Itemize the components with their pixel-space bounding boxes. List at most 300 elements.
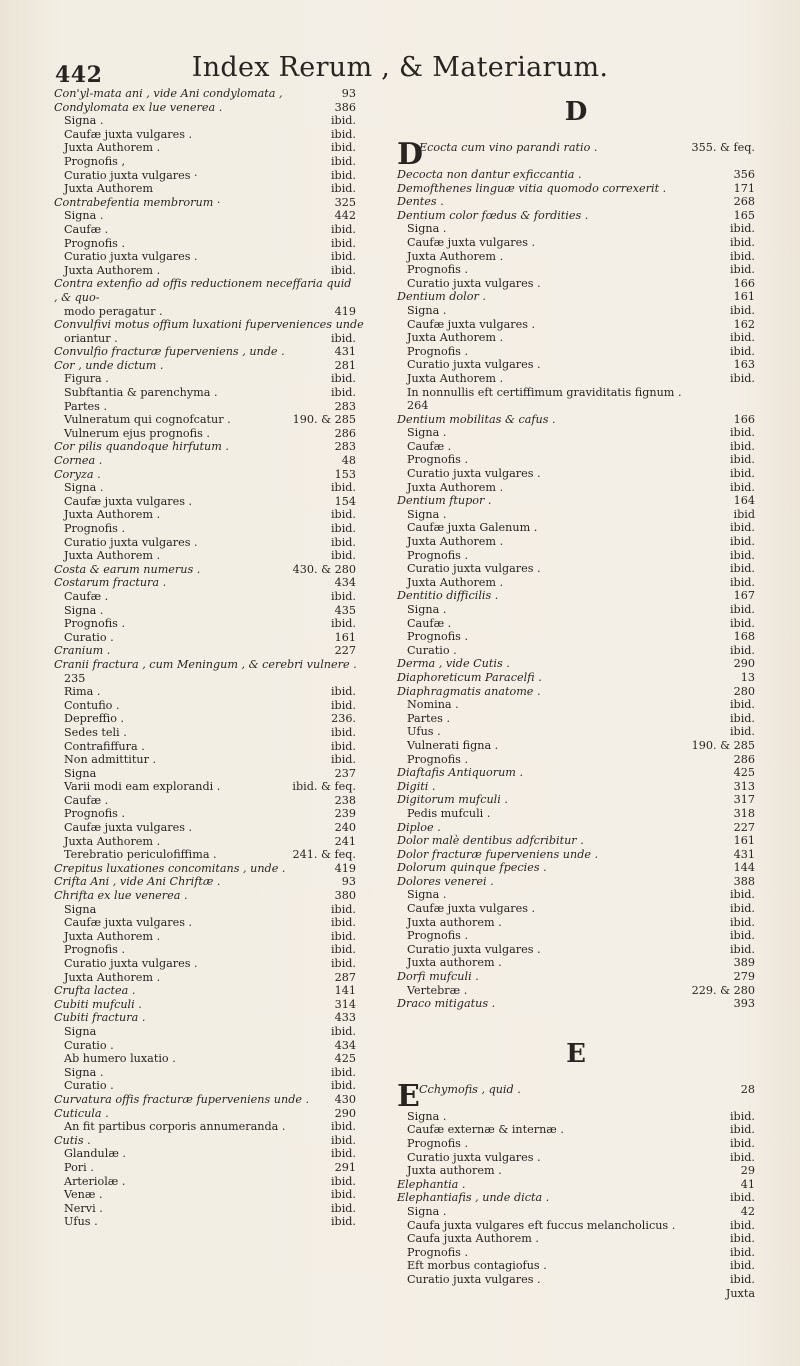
index-subterm: Signa .	[407, 426, 447, 440]
page-reference: 318	[733, 806, 755, 820]
index-entry	[54, 848, 356, 862]
page-reference: ibid.	[729, 1245, 755, 1259]
index-entry	[397, 521, 755, 535]
page-reference: ibid.	[729, 562, 755, 576]
index-entry	[397, 766, 755, 780]
index-entry	[54, 209, 356, 223]
page-reference: ibid.	[729, 575, 755, 589]
index-subterm: Prognofis .	[407, 752, 469, 766]
index-entry	[397, 1110, 755, 1124]
index-entry	[54, 1025, 356, 1039]
index-entry	[54, 699, 356, 713]
index-entry	[54, 1011, 356, 1025]
page-reference: ibid.	[729, 263, 755, 277]
index-entry	[54, 237, 356, 251]
index-subterm: Depreffio .	[64, 712, 125, 726]
page-reference: 166	[733, 412, 755, 426]
page-reference: 283	[334, 399, 356, 413]
index-subterm: Pedis mufculi .	[407, 806, 491, 820]
index-subterm: Juxta Authorem .	[64, 263, 161, 277]
index-entry	[54, 712, 356, 726]
index-entry	[54, 536, 356, 550]
index-subterm: Vertebræ .	[407, 983, 468, 997]
index-term: Condylomata ex lue venerea .	[54, 100, 223, 114]
page-reference: ibid.	[330, 508, 356, 522]
page-reference: ibid.	[729, 1218, 755, 1232]
index-subterm: Juxta authorem .	[407, 956, 502, 970]
index-entry	[54, 250, 356, 264]
index-entry	[397, 222, 755, 236]
index-entry	[54, 223, 356, 237]
page-reference: 430. & 280	[292, 562, 356, 576]
page-reference: ibid.	[330, 902, 356, 916]
page-reference: 163	[733, 358, 755, 372]
index-entry	[397, 250, 755, 264]
page-reference: 168	[733, 630, 755, 644]
index-entry	[54, 576, 356, 590]
index-subterm: Pori .	[64, 1160, 94, 1174]
page-reference: ibid.	[330, 753, 356, 767]
index-subterm: Juxta Authorem .	[64, 970, 161, 984]
index-entry	[54, 685, 356, 699]
index-entry	[397, 195, 755, 209]
section-letter-d: D	[564, 97, 588, 127]
index-term: Cornea .	[54, 454, 103, 468]
index-entry	[397, 182, 755, 196]
page-reference: ibid.	[729, 235, 755, 249]
index-entry	[397, 943, 755, 957]
index-entry	[397, 413, 755, 427]
index-entry	[397, 902, 755, 916]
page-reference: 161	[334, 630, 356, 644]
page-reference: 290	[334, 1106, 356, 1120]
index-entry	[54, 114, 356, 128]
index-term: Digitorum mufculi .	[397, 793, 508, 807]
index-subterm: Signa .	[407, 222, 447, 236]
index-term: Diaphoreticum Paracelfi .	[397, 670, 542, 684]
index-term: Decocta non dantur exficcantia .	[397, 168, 582, 181]
index-entry	[397, 1178, 755, 1192]
index-entry	[54, 807, 356, 821]
page-reference: 425	[733, 766, 755, 780]
index-subterm: Prognofis .	[407, 630, 469, 644]
page-reference: 268	[733, 195, 755, 209]
index-subterm: Prognofis .	[64, 522, 126, 535]
page-reference: ibid.	[729, 222, 755, 236]
index-entry	[397, 318, 755, 332]
page-reference: ibid.	[729, 453, 755, 467]
index-subterm: Juxta Authorem .	[64, 549, 161, 563]
page-reference: ibid.	[330, 114, 356, 128]
page-reference: ibid.	[330, 1024, 356, 1038]
index-entry	[54, 400, 356, 414]
index-entry	[54, 563, 356, 577]
index-subterm: Juxta authorem .	[407, 1164, 502, 1178]
index-entry	[397, 331, 755, 345]
index-entry	[397, 1151, 755, 1165]
index-subterm: Juxta Authorem .	[407, 535, 504, 549]
page-reference: ibid.	[330, 916, 356, 930]
page-reference: 238	[334, 793, 356, 807]
page-reference: ibid.	[729, 331, 755, 345]
index-subterm: Caufæ .	[407, 616, 452, 630]
index-entry	[54, 943, 356, 957]
index-term: Cubiti mufculi .	[54, 997, 142, 1011]
index-subterm: Signa	[64, 766, 97, 780]
index-entry	[397, 426, 755, 440]
index-subterm: Vulnerum ejus prognofis .	[64, 426, 210, 440]
index-subterm: Caufæ juxta vulgares .	[407, 902, 536, 916]
index-entry	[54, 1202, 356, 1216]
page-reference: 42	[740, 1204, 755, 1218]
index-entry	[54, 1161, 356, 1175]
d-entries	[397, 137, 755, 1011]
index-term: Diaftafis Antiquorum .	[397, 766, 524, 780]
index-entry	[397, 875, 755, 889]
index-entry	[54, 169, 356, 183]
index-entry	[397, 671, 755, 685]
index-term: Dorfi mufculi .	[397, 970, 479, 984]
index-entry	[54, 1039, 356, 1053]
page-reference: ibid.	[729, 1123, 755, 1137]
index-entry	[397, 386, 755, 400]
index-entry	[397, 290, 755, 304]
page-reference: 241. & feq.	[292, 848, 356, 862]
page-reference: 313	[733, 779, 755, 793]
index-subterm: Caufæ juxta vulgares .	[64, 916, 193, 930]
index-term: Cor pilis quandoque hirfutum .	[54, 440, 229, 454]
page-reference: ibid.	[729, 902, 755, 916]
page-reference: ibid.	[729, 915, 755, 929]
index-entry	[54, 1107, 356, 1121]
page-reference: 431	[334, 345, 356, 359]
page-reference: ibid.	[330, 127, 356, 141]
index-entry	[54, 1175, 356, 1189]
index-subterm: Caufæ juxta vulgares .	[64, 821, 193, 835]
index-term: Demofthenes linguæ vitia quomodo correxerit .	[397, 181, 667, 195]
page-reference: ibid.	[330, 1174, 356, 1188]
index-subterm: Curatio juxta vulgares .	[407, 358, 541, 372]
index-entry	[397, 372, 755, 386]
index-subterm: Vulnerati figna .	[407, 738, 499, 752]
index-subterm: Nomina .	[407, 698, 459, 712]
page-reference: ibid.	[729, 698, 755, 712]
index-entry	[54, 617, 356, 631]
index-entry	[54, 87, 356, 101]
index-entry	[54, 549, 356, 563]
index-entry	[54, 413, 356, 427]
index-entry	[54, 101, 356, 115]
index-entry	[54, 1093, 356, 1107]
index-subterm: Terebratio periculofiffima .	[64, 848, 217, 862]
index-entry	[54, 1188, 356, 1202]
index-entry	[397, 576, 755, 590]
index-term: Draco mitigatus .	[397, 997, 496, 1011]
index-subterm: 264	[407, 399, 429, 413]
index-subterm: 235	[64, 671, 86, 685]
page-reference: ibid.	[729, 480, 755, 494]
index-entry	[397, 1164, 755, 1178]
index-subterm: Figura .	[64, 372, 109, 386]
page-reference: ibid.	[330, 698, 356, 712]
index-entry	[397, 168, 755, 182]
index-subterm: Non admittitur .	[64, 753, 157, 767]
index-subterm: Caufæ juxta vulgares .	[407, 235, 536, 249]
index-subterm: Curatio juxta vulgares .	[407, 942, 541, 956]
page-reference: ibid.	[330, 929, 356, 943]
page-reference: ibid.	[330, 1188, 356, 1202]
index-subterm: Curatio juxta vulgares .	[407, 467, 541, 481]
index-entry	[54, 264, 356, 278]
index-entry	[54, 277, 356, 304]
page-reference: 325	[334, 195, 356, 209]
index-subterm: Partes .	[64, 399, 108, 413]
index-entry	[397, 739, 755, 753]
page-reference: 283	[334, 440, 356, 454]
index-term: Cubiti fractura .	[54, 1011, 146, 1025]
index-entry	[54, 658, 356, 672]
index-subterm: Juxta Authorem .	[64, 141, 161, 155]
page-reference: 356	[733, 168, 755, 181]
index-subterm: Juxta Authorem .	[64, 929, 161, 943]
index-entry	[54, 427, 356, 441]
index-entry	[54, 889, 356, 903]
index-entry	[397, 725, 755, 739]
index-subterm: Signa .	[407, 1204, 447, 1218]
index-entry	[54, 345, 356, 359]
page-reference: ibid.	[729, 888, 755, 902]
page-reference: ibid.	[729, 603, 755, 616]
index-entry	[397, 562, 755, 576]
index-subterm: Curatio .	[407, 643, 457, 657]
index-entry	[54, 1066, 356, 1080]
page-reference: ibid.	[729, 711, 755, 725]
index-entry	[54, 1052, 356, 1066]
index-entry	[54, 1215, 356, 1229]
index-subterm: Caufæ juxta Galenum .	[407, 521, 538, 535]
index-subterm: modo peragatur .	[64, 304, 163, 318]
index-subterm: An fit partibus corporis annumeranda .	[64, 1120, 286, 1134]
page-reference: ibid.	[729, 643, 755, 657]
index-subterm: Caufa juxta vulgares eft fuccus melancholicus .	[407, 1218, 676, 1232]
page-reference: ibid.	[330, 1079, 356, 1093]
page-reference: 317	[733, 793, 755, 807]
right-index-column	[397, 87, 755, 1301]
index-entry	[54, 821, 356, 835]
index-entry	[397, 589, 755, 603]
index-subterm: Curatio juxta vulgares .	[407, 1150, 541, 1164]
page-reference: 380	[334, 889, 356, 903]
page-reference: 287	[334, 970, 356, 984]
index-entry	[397, 358, 755, 372]
index-subterm: Curatio juxta vulgares .	[64, 957, 198, 970]
index-term: Curvatura offis fracturæ fuperveniens unde .	[54, 1092, 310, 1106]
page-reference: 48	[341, 454, 356, 468]
index-entry	[397, 1219, 755, 1233]
page-reference: ibid.	[330, 168, 356, 182]
page-reference: ibid.	[330, 685, 356, 699]
page-reference: 167	[733, 589, 755, 603]
index-entry	[397, 603, 755, 617]
index-subterm: Signa .	[407, 888, 447, 902]
index-entry	[54, 971, 356, 985]
index-subterm: Signa .	[64, 114, 104, 128]
index-subterm: Caufæ .	[64, 589, 109, 603]
catchword: Juxta	[725, 1286, 755, 1300]
page-reference: ibid.	[729, 1109, 755, 1123]
index-subterm: Arteriolæ .	[64, 1174, 126, 1188]
index-subterm: Signa	[64, 1024, 97, 1038]
index-entry	[397, 1246, 755, 1260]
page-reference: 286	[733, 752, 755, 766]
index-entry	[397, 494, 755, 508]
index-subterm: Curatio juxta vulgares ·	[64, 168, 198, 182]
page-reference: ibid.	[729, 725, 755, 739]
page-reference: ibid.	[330, 372, 356, 386]
page-reference: ibid.	[729, 616, 755, 630]
index-term: Contra extenfio ad offis reductionem neceffaria quid , & quo-	[54, 277, 352, 304]
index-subterm: Signa .	[64, 603, 104, 617]
index-term: Diaphragmatis anatome .	[397, 684, 541, 698]
index-entry	[397, 712, 755, 726]
index-entry	[397, 753, 755, 767]
page-reference: 236.	[331, 712, 356, 726]
index-entry	[397, 929, 755, 943]
index-subterm: Signa .	[407, 603, 447, 616]
page-reference: ibid.	[330, 1133, 356, 1147]
index-entry	[397, 997, 755, 1011]
index-entry	[54, 1079, 356, 1093]
page-number: 442	[55, 62, 103, 88]
index-entry	[54, 835, 356, 849]
index-subterm: Caufæ juxta vulgares .	[64, 494, 193, 508]
page-reference: ibid	[733, 507, 755, 521]
index-term: Costarum fractura .	[54, 576, 167, 590]
index-subterm: Contrafiffura .	[64, 739, 145, 753]
index-subterm: Varii modi eam explorandi .	[64, 780, 221, 794]
page-reference: ibid.	[729, 1150, 755, 1164]
index-entry	[54, 318, 364, 332]
drop-cap: D	[397, 137, 424, 172]
index-entry	[54, 440, 356, 454]
page-reference: ibid.	[729, 371, 755, 385]
index-term: Elephantia .	[397, 1177, 466, 1191]
e-entries	[397, 1078, 755, 1287]
page-reference: ibid.	[330, 222, 356, 236]
index-term: Dentium dolor .	[397, 290, 486, 304]
index-subterm: Curatio .	[64, 1079, 114, 1093]
page-reference: ibid.	[330, 549, 356, 563]
index-entry	[397, 984, 755, 998]
index-entry	[54, 903, 356, 917]
index-subterm: Curatio juxta vulgares .	[407, 1272, 541, 1286]
index-subterm: Caufæ juxta vulgares .	[407, 317, 536, 331]
index-term: Convulfivi motus offium luxationi fuperveniences unde	[54, 318, 364, 332]
page-reference: 237	[334, 766, 356, 780]
index-subterm: Curatio juxta vulgares .	[64, 535, 198, 549]
index-subterm: Prognofis .	[407, 344, 469, 358]
index-term: Digiti .	[397, 779, 436, 793]
index-entry	[54, 644, 356, 658]
page-reference: 190. & 285	[292, 413, 356, 427]
index-subterm: Vulneratum qui cognofcatur .	[64, 413, 231, 427]
index-entry	[54, 155, 356, 169]
index-term: Chrifta ex lue venerea .	[54, 889, 188, 903]
page-reference: 434	[334, 1038, 356, 1052]
index-subterm: Curatio juxta vulgares .	[407, 562, 541, 576]
index-entry	[397, 1273, 755, 1287]
index-entry	[397, 453, 755, 467]
page-reference: 389	[733, 956, 755, 970]
index-entry	[54, 454, 356, 468]
index-subterm: Signa .	[407, 1109, 447, 1123]
index-term: Crepitus luxationes concomitans , unde .	[54, 861, 286, 875]
index-entry	[397, 1137, 755, 1151]
index-entry	[54, 875, 356, 889]
index-term: Coryza .	[54, 467, 101, 481]
index-entry	[54, 862, 356, 876]
index-entry	[397, 1259, 755, 1273]
index-subterm: Prognofis .	[64, 617, 126, 631]
index-subterm: Signa .	[64, 1065, 104, 1079]
section-letter-e: E	[566, 1038, 586, 1069]
index-term: Contrabefentia membrorum ·	[54, 195, 221, 209]
page-reference: 153	[334, 467, 356, 481]
index-subterm: Caufa juxta Authorem .	[407, 1232, 539, 1246]
page-reference: ibid.	[729, 942, 755, 956]
index-subterm: Signa .	[407, 303, 447, 317]
page-reference: ibid.	[729, 1137, 755, 1150]
page-reference: ibid.	[729, 467, 755, 481]
page-reference: ibid.	[330, 1120, 356, 1134]
index-subterm: Glandulæ .	[64, 1147, 126, 1161]
index-entry	[397, 535, 755, 549]
index-entry	[54, 672, 356, 686]
index-entry	[54, 182, 356, 196]
index-entry	[397, 1078, 755, 1114]
index-entry	[54, 740, 356, 754]
page-reference: ibid.	[729, 535, 755, 549]
page-reference: 425	[334, 1052, 356, 1066]
page-reference: ibid.	[330, 154, 356, 168]
index-entry	[397, 440, 755, 454]
index-entry	[54, 305, 356, 319]
page-reference: 388	[733, 874, 755, 888]
page-reference: ibid.	[330, 617, 356, 631]
index-subterm: Juxta Authorem .	[407, 371, 504, 385]
index-subterm: Caufæ externæ & internæ .	[407, 1123, 564, 1137]
index-term: Con'yl-mata ani , vide Ani condylomata ,	[54, 87, 283, 100]
index-entry	[397, 698, 755, 712]
index-subterm: Signa .	[64, 481, 104, 495]
index-subterm: Caufæ .	[407, 439, 452, 453]
page-reference: 286	[334, 426, 356, 440]
page-reference: 141	[334, 984, 356, 998]
page-reference: 434	[334, 576, 356, 590]
index-term: Dentium ftupor .	[397, 494, 492, 508]
index-entry	[397, 821, 755, 835]
page-reference: 291	[334, 1160, 356, 1174]
index-subterm: Juxta Authorem	[64, 182, 154, 196]
index-entry	[54, 508, 356, 522]
page-reference: 435	[334, 603, 356, 617]
page-reference: ibid.	[330, 1201, 356, 1215]
index-entry	[54, 522, 356, 536]
index-entry	[397, 617, 755, 631]
index-entry	[397, 780, 755, 794]
index-entry	[54, 767, 356, 781]
index-subterm: Prognofis .	[407, 453, 469, 467]
